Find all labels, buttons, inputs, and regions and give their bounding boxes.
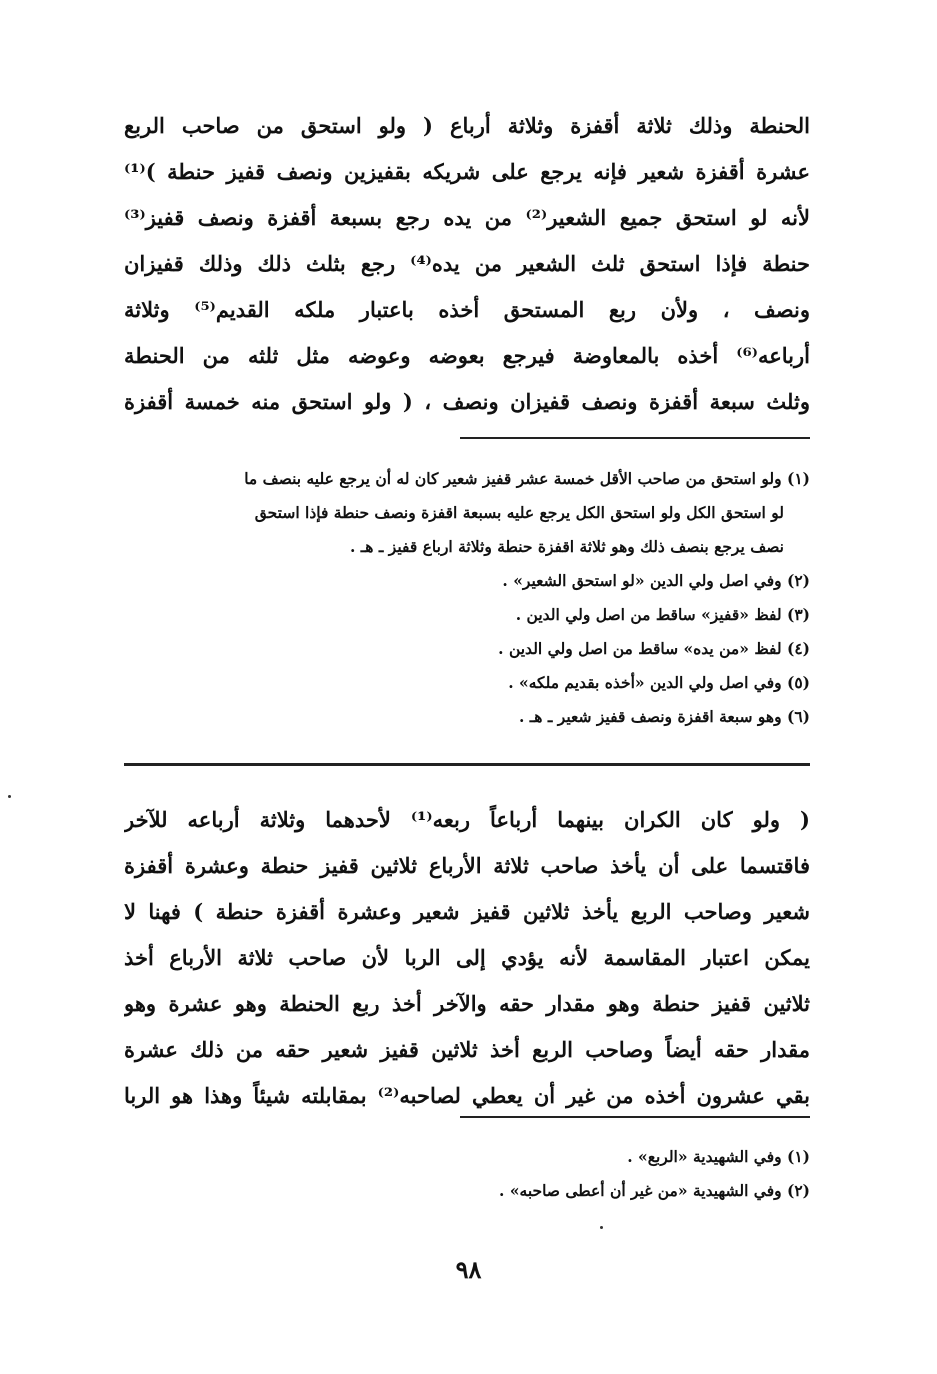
text-line: مقدار حقه أيضاً وصاحب الربع أخذ ثلاثين قفيز شعير حقه من ذلك عشرة bbox=[124, 1037, 810, 1062]
footnote: (٤) لفظ «من يده» ساقط من اصل ولي الدين . bbox=[498, 639, 810, 658]
text-line: ونصف ، ولأن ربع المستحق أخذه باعتبار ملكه القديم⁽⁵⁾ وثلاثة bbox=[124, 297, 810, 322]
footnote: (٦) وهو سبعة اقفزة ونصف قفيز شعير ـ هـ . bbox=[518, 707, 810, 726]
text-line: لأنه لو استحق جميع الشعير⁽²⁾ من يده رجع بسبعة أقفزة ونصف قفيز⁽³⁾ bbox=[124, 205, 810, 230]
footnote: (٥) وفي اصل ولي الدين «أخذه بقديم ملكه» . bbox=[508, 673, 810, 692]
footnote-separator bbox=[460, 1116, 810, 1118]
footnote-separator bbox=[460, 437, 810, 439]
footnotes-section-2 bbox=[124, 1140, 810, 1208]
page-number: ٩٨ bbox=[455, 1255, 482, 1284]
scan-speck bbox=[600, 1226, 603, 1229]
text-line: يمكن اعتبار المقاسمة لأنه يؤدي إلى الربا لأن صاحب ثلاثة الأرباع أخذ bbox=[124, 945, 810, 970]
text-line: ( ولو كان الكران بينهما أرباعاً ربعه⁽¹⁾ لأحدهما وثلاثة أرباعه للآخر bbox=[124, 807, 810, 832]
text-line: الحنطة وذلك ثلاثة أقفزة وثلاثة أرباع ( ولو استحق من صاحب الربع bbox=[124, 113, 810, 138]
footnote-continuation: لو استحق الكل ولو استحق الكل يرجع عليه بسبعة اقفزة ونصف حنطة فإذا استحق bbox=[254, 503, 784, 522]
main-text-section-2 bbox=[124, 797, 810, 1119]
footnote: (١) وفي الشهيدية «الربع» . bbox=[627, 1147, 810, 1166]
footnotes-section-1 bbox=[124, 462, 810, 734]
footnote: (٢) وفي الشهيدية «من غير أن أعطى صاحبه» . bbox=[499, 1181, 810, 1200]
footnote: (٢) وفي اصل ولي الدين «لو استحق الشعير» . bbox=[502, 571, 810, 590]
text-line: وثلث سبعة أقفزة ونصف قفيزان ونصف ، ( ولو استحق منه خمسة أقفزة bbox=[124, 389, 810, 414]
scan-speck bbox=[8, 795, 11, 798]
text-line: عشرة أقفزة شعير فإنه يرجع على شريكه بقفيزين ونصف قفيز حنطة )⁽¹⁾ bbox=[124, 159, 810, 184]
text-line: شعير وصاحب الربع يأخذ ثلاثين قفيز شعير وعشرة أقفزة حنطة ) فهنا لا bbox=[124, 899, 810, 924]
text-line: ثلاثين قفيز حنطة وهو مقدار حقه والآخر أخذ ربع الحنطة وهو عشرة وهو bbox=[124, 991, 810, 1016]
text-line: أرباعه⁽⁶⁾ أخذه بالمعاوضة فيرجع بعوضه وعوضه مثل ثلثه من الحنطة bbox=[124, 343, 810, 368]
footnote: (٣) لفظ «قفيز» ساقط من اصل ولي الدين . bbox=[515, 605, 810, 624]
footnote-continuation: نصف يرجع بنصف ذلك وهو ثلاثة اقفزة حنطة وثلاثة ارباع قفيز ـ هـ . bbox=[349, 537, 784, 556]
main-text-section-1 bbox=[124, 103, 810, 425]
footnote: (١) ولو استحق من صاحب الأقل خمسة عشر قفيز شعير كان له أن يرجع عليه بنصف ما bbox=[244, 469, 810, 488]
text-line: بقي عشرون أخذه من غير أن يعطي لصاحبه⁽²⁾ بمقابلته شيئاً وهذا هو الربا bbox=[124, 1083, 810, 1108]
text-line: فاقتسما على أن يأخذ صاحب ثلاثة الأرباع ثلاثين قفيز حنطة وعشرة أقفزة bbox=[124, 853, 810, 878]
text-line: حنطة فإذا استحق ثلث الشعير من يده⁽⁴⁾ رجع بثلث ذلك وذلك قفيزان bbox=[124, 251, 810, 276]
section-divider bbox=[124, 763, 810, 766]
